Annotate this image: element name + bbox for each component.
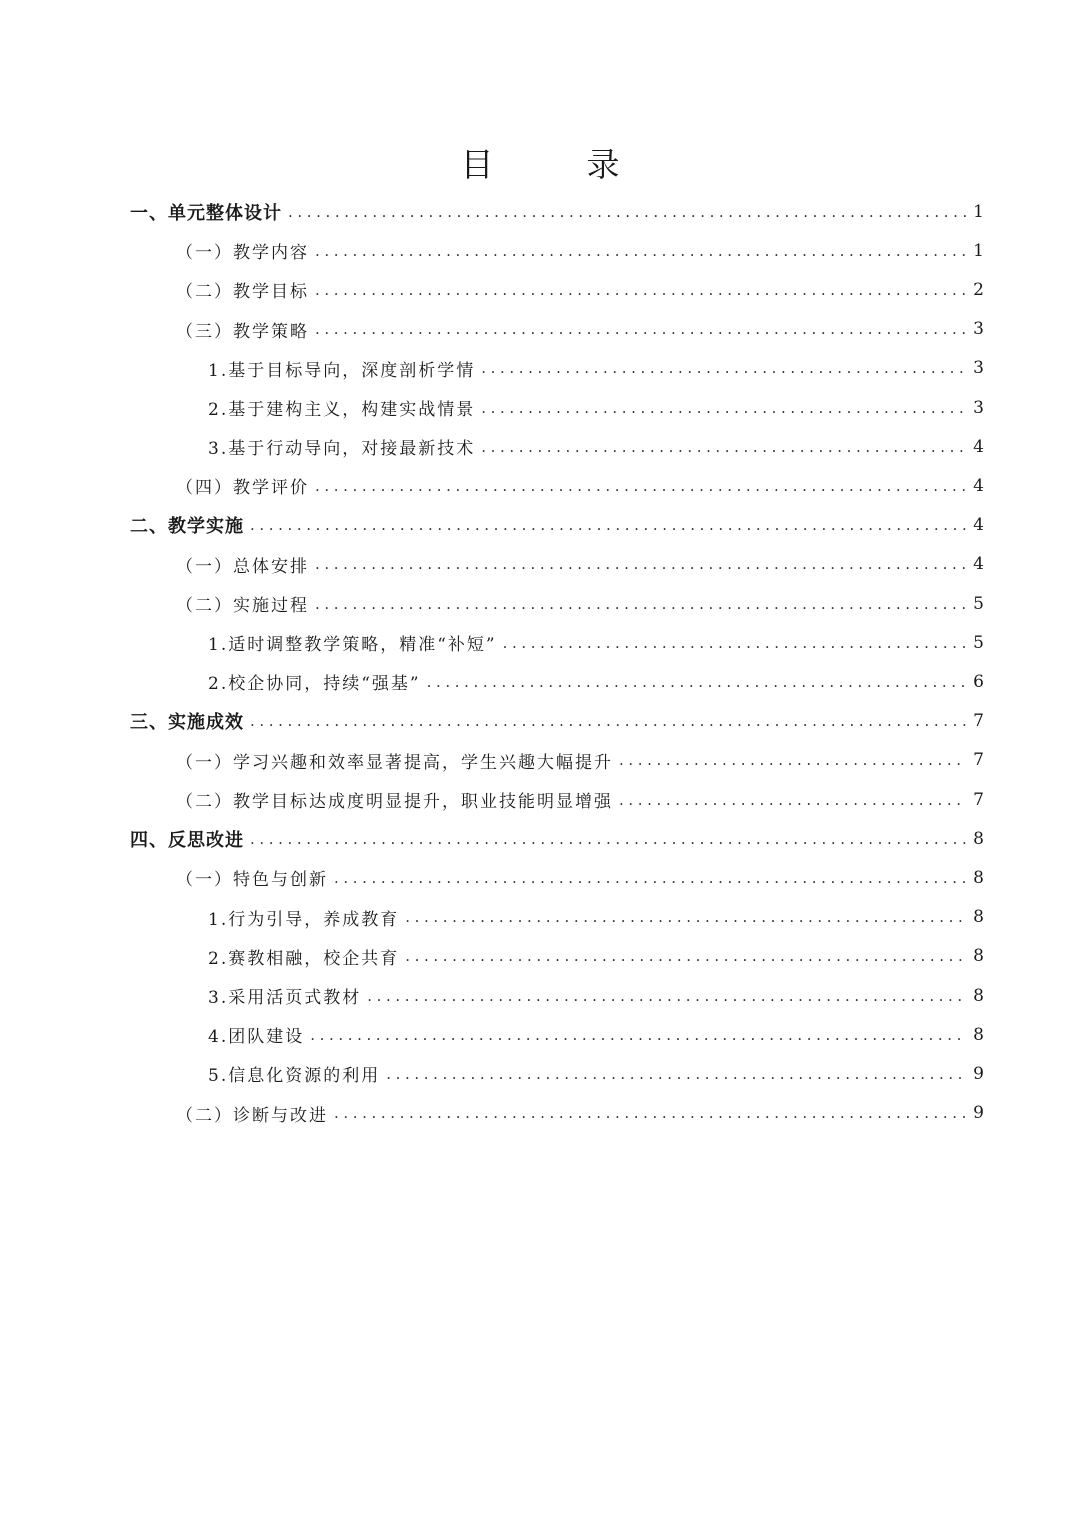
toc-page-number: 4 <box>973 475 984 496</box>
toc-entry-label: 1.行为引导，养成教育 <box>208 909 400 930</box>
toc-entry[interactable] <box>130 819 984 858</box>
toc-dot-leader <box>310 1026 967 1044</box>
toc-entry[interactable] <box>208 1015 984 1054</box>
toc-entry[interactable] <box>208 937 984 976</box>
toc-entry[interactable] <box>176 466 984 505</box>
toc-entry[interactable] <box>176 270 984 309</box>
toc-dot-leader <box>405 908 967 926</box>
toc-entry[interactable] <box>208 1054 984 1093</box>
toc-page-number: 4 <box>973 436 984 457</box>
toc-dot-leader <box>481 399 967 417</box>
toc-entry[interactable] <box>208 427 984 466</box>
toc-dot-leader <box>315 242 967 260</box>
toc-entry[interactable] <box>176 584 984 623</box>
toc-entry-label: （一）学习兴趣和效率显著提高，学生兴趣大幅提升 <box>176 752 613 773</box>
toc-entry-label: （二）诊断与改进 <box>176 1105 328 1126</box>
toc-entry[interactable] <box>208 388 984 427</box>
toc-dot-leader <box>315 555 967 573</box>
toc-entry[interactable] <box>208 349 984 388</box>
toc-entry-label: 1.基于目标导向，深度剖析学情 <box>208 360 476 381</box>
toc-entry[interactable] <box>130 506 984 545</box>
toc-page-number: 3 <box>973 397 984 418</box>
toc-page-number: 8 <box>973 907 984 928</box>
toc-entry[interactable] <box>208 623 984 662</box>
toc-page-number: 9 <box>973 1063 984 1084</box>
toc-dot-leader <box>481 438 967 456</box>
toc-dot-leader <box>619 791 967 809</box>
toc-entry[interactable] <box>176 780 984 819</box>
toc-dot-leader <box>427 673 968 691</box>
toc-dot-leader <box>315 320 967 338</box>
toc-entry-label: 二、教学实施 <box>130 516 244 538</box>
toc-entry-label: 1.适时调整教学策略，精准“补短” <box>208 635 497 656</box>
toc-page-number: 8 <box>973 867 984 888</box>
toc-entry[interactable] <box>130 192 984 231</box>
toc-entry-label: 3.采用活页式教材 <box>208 988 362 1008</box>
toc-entry[interactable] <box>176 545 984 584</box>
toc-dot-leader <box>250 516 967 534</box>
toc-dot-leader <box>334 869 967 887</box>
toc-entry[interactable] <box>176 858 984 897</box>
toc-entry-label: （四）教学评价 <box>176 478 309 499</box>
toc-entry[interactable] <box>176 310 984 349</box>
toc-page-number: 1 <box>973 240 984 261</box>
toc-dot-leader <box>315 477 967 495</box>
toc-entry[interactable] <box>176 1094 984 1133</box>
toc-dot-leader <box>288 203 967 221</box>
toc-entry-label: （二）教学目标 <box>176 282 309 303</box>
toc-dot-leader <box>619 751 967 769</box>
toc-entry-label: 四、反思改进 <box>130 829 244 851</box>
toc-entry[interactable] <box>176 231 984 270</box>
toc-dot-leader <box>250 830 967 848</box>
toc-page-number: 4 <box>973 554 984 575</box>
toc-entry-label: （二）实施过程 <box>176 596 309 616</box>
toc-page-number: 4 <box>973 515 984 536</box>
toc-dot-leader <box>386 1065 967 1083</box>
toc-page-number: 3 <box>973 319 984 340</box>
toc-entry-label: 三、实施成效 <box>130 712 244 734</box>
toc-entry[interactable] <box>130 702 984 741</box>
toc-page-number: 7 <box>973 789 984 810</box>
toc-entry-label: 3.基于行动导向，对接最新技术 <box>208 439 476 460</box>
toc-page-number: 8 <box>973 946 984 967</box>
toc-entry-label: 2.基于建构主义，构建实战情景 <box>208 400 476 420</box>
toc-page-number: 9 <box>973 1103 984 1124</box>
toc-dot-leader <box>503 634 968 652</box>
toc-dot-leader <box>334 1104 967 1122</box>
toc-entry-label: 2.赛教相融，校企共育 <box>208 948 400 969</box>
toc-entry[interactable] <box>208 898 984 937</box>
toc-page-number: 5 <box>973 593 984 614</box>
toc-dot-leader <box>367 987 967 1005</box>
toc-page-number: 1 <box>973 201 984 222</box>
toc-entry-label: （一）总体安排 <box>176 556 309 577</box>
toc-dot-leader <box>405 947 967 965</box>
toc-entry-label: （一）教学内容 <box>176 243 309 264</box>
toc-page-number: 7 <box>973 750 984 771</box>
toc-entry-label: 2.校企协同，持续“强基” <box>208 674 421 695</box>
toc-dot-leader <box>315 595 967 613</box>
toc-dot-leader <box>250 712 967 730</box>
toc-entry-label: （二）教学目标达成度明显提升，职业技能明显增强 <box>176 792 613 812</box>
toc-entry-label: 一、单元整体设计 <box>130 202 282 224</box>
toc-page-number: 3 <box>973 358 984 379</box>
toc-page-number: 8 <box>973 828 984 849</box>
page-title: 目 录 <box>460 145 650 184</box>
toc-entry-label: （一）特色与创新 <box>176 870 328 891</box>
toc-dot-leader <box>481 359 967 377</box>
toc-page-number: 5 <box>973 632 984 653</box>
toc-entry[interactable] <box>176 741 984 780</box>
toc-page-number: 7 <box>973 711 984 732</box>
toc-page-number: 2 <box>973 279 984 300</box>
toc-page-number: 8 <box>973 985 984 1006</box>
toc-entry-label: 5.信息化资源的利用 <box>208 1066 381 1087</box>
toc-entry-label: 4.团队建设 <box>208 1027 305 1048</box>
toc-entry-label: （三）教学策略 <box>176 321 309 342</box>
toc-page-number: 6 <box>973 671 984 692</box>
toc-page-number: 8 <box>973 1024 984 1045</box>
toc-dot-leader <box>315 281 967 299</box>
toc-entry[interactable] <box>208 662 984 701</box>
toc-entry[interactable] <box>208 976 984 1015</box>
